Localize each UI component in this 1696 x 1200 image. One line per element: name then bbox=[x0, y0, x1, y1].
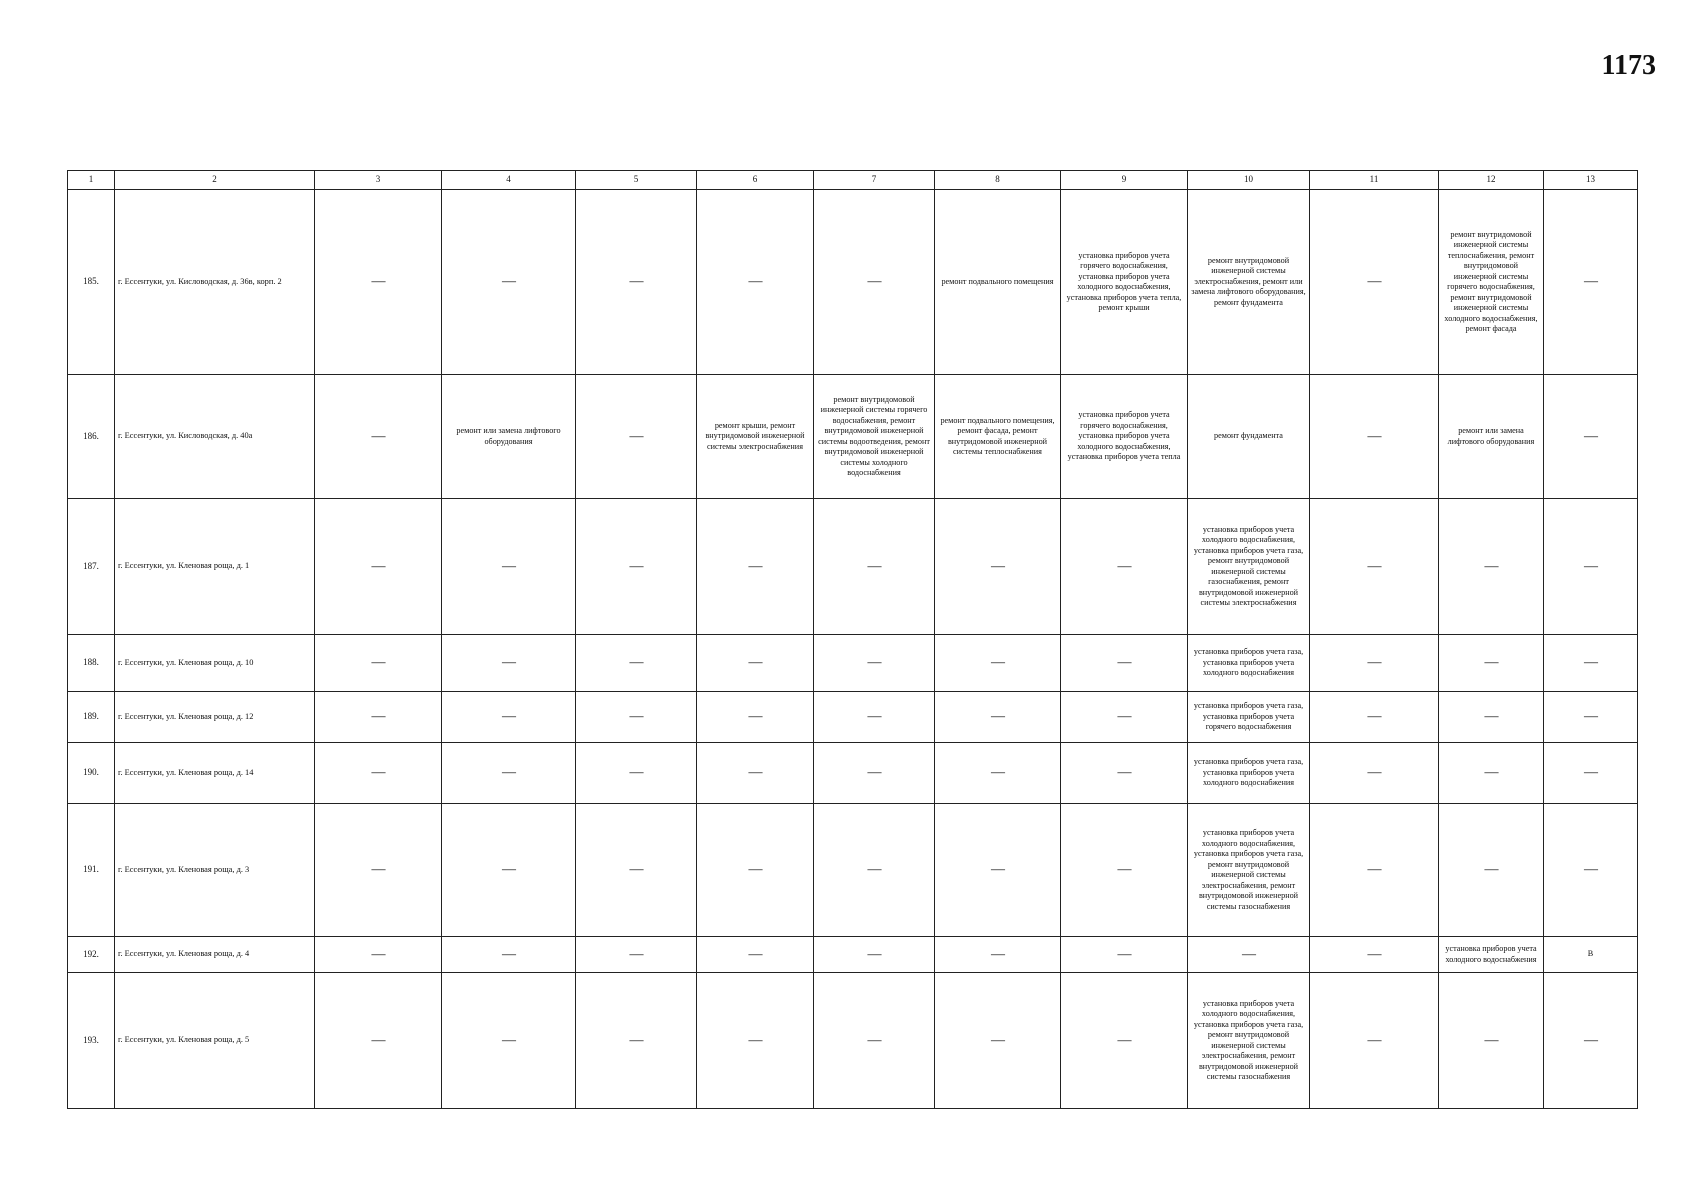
work-description-cell: ремонт подвального помещения bbox=[935, 190, 1061, 375]
column-header-10: 10 bbox=[1188, 171, 1310, 190]
address-cell: г. Ессентуки, ул. Кленовая роща, д. 1 bbox=[115, 499, 315, 635]
page-number: 1173 bbox=[1601, 50, 1656, 81]
empty-dash-cell: — bbox=[1544, 804, 1638, 937]
address-cell: г. Ессентуки, ул. Кленовая роща, д. 12 bbox=[115, 692, 315, 743]
empty-dash-cell: — bbox=[814, 743, 935, 804]
empty-dash-cell: — bbox=[697, 743, 814, 804]
empty-dash-cell: — bbox=[1310, 692, 1439, 743]
empty-dash-cell: — bbox=[1544, 743, 1638, 804]
empty-dash-cell: — bbox=[1544, 190, 1638, 375]
empty-dash-cell: — bbox=[814, 692, 935, 743]
empty-dash-cell: — bbox=[697, 973, 814, 1109]
work-description-cell: В bbox=[1544, 937, 1638, 973]
row-number: 187. bbox=[68, 499, 115, 635]
work-description-cell: установка приборов учета холодного водоснабжения, установка приборов учета газа, ремонт внутридомовой инженерной системы газоснабжения, ремонт внутридомовой инженерной системы электроснабжения bbox=[1188, 499, 1310, 635]
work-description-cell: ремонт внутридомовой инженерной системы горячего водоснабжения, ремонт внутридомовой инженерной системы водоотведения, ремонт внутридомовой инженерной системы холодного водоснабжения bbox=[814, 375, 935, 499]
column-header-9: 9 bbox=[1061, 171, 1188, 190]
empty-dash-cell: — bbox=[697, 937, 814, 973]
row-number: 186. bbox=[68, 375, 115, 499]
work-description-cell: ремонт или замена лифтового оборудования bbox=[442, 375, 576, 499]
address-cell: г. Ессентуки, ул. Кисловодская, д. 36в, корп. 2 bbox=[115, 190, 315, 375]
empty-dash-cell: — bbox=[1544, 375, 1638, 499]
empty-dash-cell: — bbox=[315, 973, 442, 1109]
empty-dash-cell: — bbox=[1061, 937, 1188, 973]
work-description-cell: ремонт внутридомовой инженерной системы теплоснабжения, ремонт внутридомовой инженерной системы горячего водоснабжения, ремонт внутридомовой инженерной системы холодного водоснабжения, ремонт фасада bbox=[1439, 190, 1544, 375]
work-description-cell: ремонт фундамента bbox=[1188, 375, 1310, 499]
empty-dash-cell: — bbox=[315, 635, 442, 692]
table-row bbox=[68, 804, 1638, 937]
empty-dash-cell: — bbox=[697, 804, 814, 937]
table-row bbox=[68, 692, 1638, 743]
empty-dash-cell: — bbox=[1439, 499, 1544, 635]
work-description-cell: установка приборов учета холодного водоснабжения bbox=[1439, 937, 1544, 973]
row-number: 192. bbox=[68, 937, 115, 973]
empty-dash-cell: — bbox=[1061, 804, 1188, 937]
empty-dash-cell: — bbox=[1061, 692, 1188, 743]
column-header-6: 6 bbox=[697, 171, 814, 190]
row-number: 193. bbox=[68, 973, 115, 1109]
empty-dash-cell: — bbox=[1439, 692, 1544, 743]
empty-dash-cell: — bbox=[315, 937, 442, 973]
empty-dash-cell: — bbox=[1310, 937, 1439, 973]
empty-dash-cell: — bbox=[1310, 635, 1439, 692]
empty-dash-cell: — bbox=[935, 635, 1061, 692]
empty-dash-cell: — bbox=[697, 499, 814, 635]
work-description-cell: установка приборов учета горячего водоснабжения, установка приборов учета холодного водоснабжения, установка приборов учета тепла, ремонт крыши bbox=[1061, 190, 1188, 375]
empty-dash-cell: — bbox=[814, 973, 935, 1109]
column-header-12: 12 bbox=[1439, 171, 1544, 190]
empty-dash-cell: — bbox=[576, 692, 697, 743]
empty-dash-cell: — bbox=[1310, 743, 1439, 804]
table-row bbox=[68, 499, 1638, 635]
empty-dash-cell: — bbox=[1310, 804, 1439, 937]
row-number: 188. bbox=[68, 635, 115, 692]
column-header-2: 2 bbox=[115, 171, 315, 190]
row-number: 189. bbox=[68, 692, 115, 743]
work-description-cell: установка приборов учета холодного водоснабжения, установка приборов учета газа, ремонт внутридомовой инженерной системы электроснабжения, ремонт внутридомовой инженерной системы газоснабжения bbox=[1188, 973, 1310, 1109]
column-header-8: 8 bbox=[935, 171, 1061, 190]
empty-dash-cell: — bbox=[315, 804, 442, 937]
empty-dash-cell: — bbox=[697, 692, 814, 743]
empty-dash-cell: — bbox=[442, 499, 576, 635]
column-header-4: 4 bbox=[442, 171, 576, 190]
empty-dash-cell: — bbox=[576, 973, 697, 1109]
empty-dash-cell: — bbox=[315, 190, 442, 375]
table-body bbox=[68, 190, 1638, 1109]
column-header-1: 1 bbox=[68, 171, 115, 190]
address-cell: г. Ессентуки, ул. Кленовая роща, д. 5 bbox=[115, 973, 315, 1109]
work-description-cell: установка приборов учета газа, установка приборов учета холодного водоснабжения bbox=[1188, 743, 1310, 804]
empty-dash-cell: — bbox=[1439, 973, 1544, 1109]
row-number: 185. bbox=[68, 190, 115, 375]
empty-dash-cell: — bbox=[1310, 375, 1439, 499]
empty-dash-cell: — bbox=[442, 190, 576, 375]
table-row bbox=[68, 375, 1638, 499]
empty-dash-cell: — bbox=[814, 804, 935, 937]
empty-dash-cell: — bbox=[442, 804, 576, 937]
empty-dash-cell: — bbox=[442, 635, 576, 692]
empty-dash-cell: — bbox=[442, 973, 576, 1109]
empty-dash-cell: — bbox=[1310, 973, 1439, 1109]
empty-dash-cell: — bbox=[576, 743, 697, 804]
header-row bbox=[68, 171, 1638, 190]
empty-dash-cell: — bbox=[315, 375, 442, 499]
work-description-cell: ремонт подвального помещения, ремонт фасада, ремонт внутридомовой инженерной системы теплоснабжения bbox=[935, 375, 1061, 499]
empty-dash-cell: — bbox=[935, 692, 1061, 743]
empty-dash-cell: — bbox=[315, 743, 442, 804]
address-cell: г. Ессентуки, ул. Кленовая роща, д. 3 bbox=[115, 804, 315, 937]
work-description-cell: установка приборов учета горячего водоснабжения, установка приборов учета холодного водоснабжения, установка приборов учета тепла bbox=[1061, 375, 1188, 499]
empty-dash-cell: — bbox=[1544, 973, 1638, 1109]
empty-dash-cell: — bbox=[1439, 635, 1544, 692]
address-cell: г. Ессентуки, ул. Кисловодская, д. 40а bbox=[115, 375, 315, 499]
table-row bbox=[68, 635, 1638, 692]
work-description-cell: установка приборов учета газа, установка приборов учета горячего водоснабжения bbox=[1188, 692, 1310, 743]
empty-dash-cell: — bbox=[814, 190, 935, 375]
empty-dash-cell: — bbox=[1310, 499, 1439, 635]
work-description-cell: ремонт крыши, ремонт внутридомовой инженерной системы электроснабжения bbox=[697, 375, 814, 499]
empty-dash-cell: — bbox=[935, 937, 1061, 973]
empty-dash-cell: — bbox=[442, 743, 576, 804]
column-header-11: 11 bbox=[1310, 171, 1439, 190]
empty-dash-cell: — bbox=[315, 499, 442, 635]
empty-dash-cell: — bbox=[1061, 635, 1188, 692]
address-cell: г. Ессентуки, ул. Кленовая роща, д. 4 bbox=[115, 937, 315, 973]
table-row bbox=[68, 973, 1638, 1109]
empty-dash-cell: — bbox=[935, 804, 1061, 937]
work-description-cell: установка приборов учета газа, установка приборов учета холодного водоснабжения bbox=[1188, 635, 1310, 692]
work-description-cell: установка приборов учета холодного водоснабжения, установка приборов учета газа, ремонт внутридомовой инженерной системы электроснабжения, ремонт внутридомовой инженерной системы газоснабжения bbox=[1188, 804, 1310, 937]
table-row bbox=[68, 743, 1638, 804]
empty-dash-cell: — bbox=[1544, 635, 1638, 692]
empty-dash-cell: — bbox=[814, 635, 935, 692]
empty-dash-cell: — bbox=[1188, 937, 1310, 973]
empty-dash-cell: — bbox=[814, 937, 935, 973]
empty-dash-cell: — bbox=[697, 635, 814, 692]
empty-dash-cell: — bbox=[1439, 804, 1544, 937]
empty-dash-cell: — bbox=[935, 973, 1061, 1109]
row-number: 191. bbox=[68, 804, 115, 937]
empty-dash-cell: — bbox=[814, 499, 935, 635]
row-number: 190. bbox=[68, 743, 115, 804]
empty-dash-cell: — bbox=[1544, 499, 1638, 635]
table-row bbox=[68, 937, 1638, 973]
work-description-cell: ремонт внутридомовой инженерной системы электроснабжения, ремонт или замена лифтового оборудования, ремонт фундамента bbox=[1188, 190, 1310, 375]
empty-dash-cell: — bbox=[315, 692, 442, 743]
empty-dash-cell: — bbox=[1544, 692, 1638, 743]
empty-dash-cell: — bbox=[576, 375, 697, 499]
empty-dash-cell: — bbox=[1439, 743, 1544, 804]
address-cell: г. Ессентуки, ул. Кленовая роща, д. 10 bbox=[115, 635, 315, 692]
column-header-3: 3 bbox=[315, 171, 442, 190]
empty-dash-cell: — bbox=[576, 499, 697, 635]
table-row bbox=[68, 190, 1638, 375]
empty-dash-cell: — bbox=[1061, 973, 1188, 1109]
empty-dash-cell: — bbox=[442, 692, 576, 743]
empty-dash-cell: — bbox=[576, 635, 697, 692]
empty-dash-cell: — bbox=[697, 190, 814, 375]
empty-dash-cell: — bbox=[1061, 499, 1188, 635]
column-header-7: 7 bbox=[814, 171, 935, 190]
empty-dash-cell: — bbox=[1061, 743, 1188, 804]
address-cell: г. Ессентуки, ул. Кленовая роща, д. 14 bbox=[115, 743, 315, 804]
column-header-13: 13 bbox=[1544, 171, 1638, 190]
column-header-5: 5 bbox=[576, 171, 697, 190]
work-description-cell: ремонт или замена лифтового оборудования bbox=[1439, 375, 1544, 499]
table-header bbox=[68, 171, 1638, 190]
empty-dash-cell: — bbox=[1310, 190, 1439, 375]
empty-dash-cell: — bbox=[935, 743, 1061, 804]
empty-dash-cell: — bbox=[442, 937, 576, 973]
empty-dash-cell: — bbox=[576, 804, 697, 937]
empty-dash-cell: — bbox=[935, 499, 1061, 635]
empty-dash-cell: — bbox=[576, 937, 697, 973]
empty-dash-cell: — bbox=[576, 190, 697, 375]
repair-schedule-table bbox=[67, 170, 1638, 1109]
